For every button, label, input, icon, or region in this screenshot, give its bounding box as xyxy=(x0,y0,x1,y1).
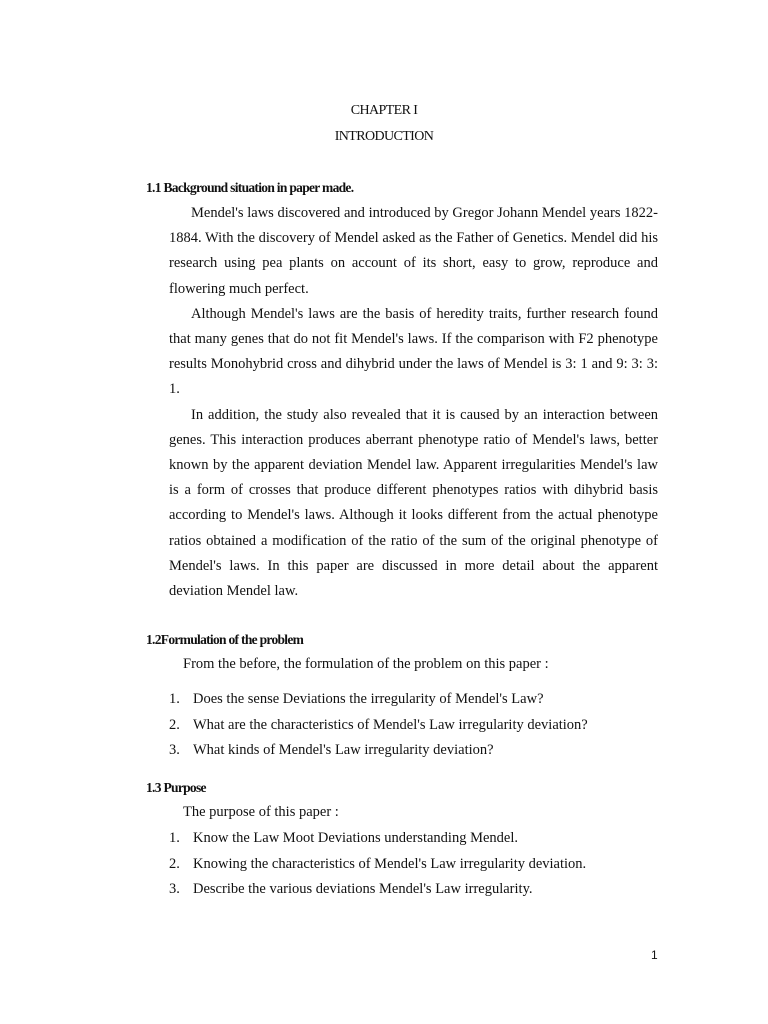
problem-list xyxy=(169,691,588,768)
section-1-3-heading xyxy=(146,780,206,796)
list-item: 3. Describe the various deviations Mendel's Law irregularity. xyxy=(169,881,533,897)
section-1-1-body xyxy=(169,201,658,604)
list-item: 3. What kinds of Mendel's Law irregularity deviation? xyxy=(169,742,494,758)
purpose-intro: The purpose of this paper : xyxy=(183,804,339,820)
list-item: 1. Does the sense Deviations the irregularity of Mendel's Law? xyxy=(169,691,544,707)
list-item: 2. Knowing the characteristics of Mendel's Law irregularity deviation. xyxy=(169,855,587,872)
section-number: 1.1 xyxy=(146,180,161,195)
paragraph: Mendel's laws discovered and introduced by Gregor Johann Mendel years 1822-1884. With the discovery of Mendel asked as the Father of Genetics. Mendel did his research using pea plants on account of its short, easy to grow, reproduce and flowering much perfect. xyxy=(169,205,658,297)
section-1-1-heading xyxy=(146,180,353,196)
page-number: 1 xyxy=(651,948,658,962)
section-1-2-heading xyxy=(146,632,303,648)
list-item: 1. Know the Law Moot Deviations understanding Mendel. xyxy=(169,830,518,846)
section-title: Formulation of the problem xyxy=(160,632,304,647)
section-title: Purpose xyxy=(163,780,206,795)
paragraph: In addition, the study also revealed that it is caused by an interaction between genes. This interaction produces aberrant phenotype ratio of Mendel's laws, better known by the apparent deviation Mendel law. Apparent irregularities Mendel's law is a form of crosses that produce different phenotypes ratios with dihybrid basis according to Mendel's laws. Although it looks different from the actual phenotype ratios obtained a modification of the ratio of the sum of the original phenotype of Mendel's laws. In this paper are discussed in more detail about the apparent deviation Mendel law. xyxy=(169,406,658,600)
list-item: 2. What are the characteristics of Mendel's Law irregularity deviation? xyxy=(169,716,588,733)
section-number: 1.3 xyxy=(146,780,161,795)
paragraph: Although Mendel's laws are the basis of heredity traits, further research found that many genes that do not fit Mendel's laws. If the comparison with F2 phenotype results Monohybrid cross and dihybrid under the laws of Mendel is 3: 1 and 9: 3: 3: 1. xyxy=(169,305,658,398)
chapter-title: INTRODUCTION xyxy=(334,129,434,144)
section-title: Background situation in paper made. xyxy=(163,180,354,195)
chapter-label: CHAPTER I xyxy=(350,103,418,118)
purpose-list xyxy=(169,830,586,907)
section-number: 1.2 xyxy=(146,632,161,647)
problem-intro: From the before, the formulation of the problem on this paper : xyxy=(183,656,549,672)
